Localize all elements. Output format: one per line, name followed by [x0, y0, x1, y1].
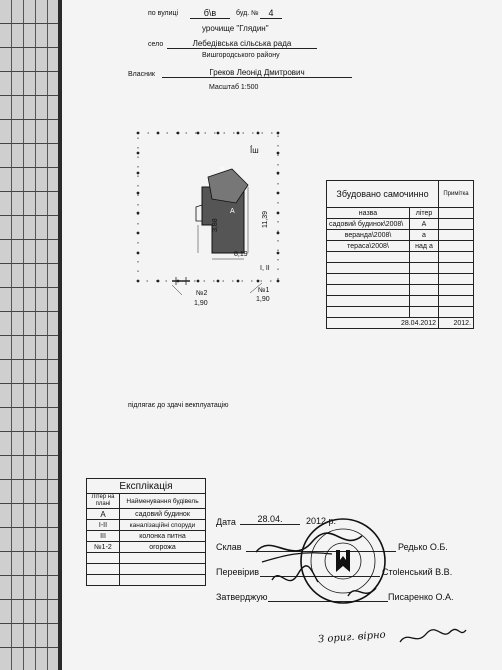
approved-label: Затверджую [216, 592, 268, 602]
explication-col-name: Найменування будівель [120, 494, 206, 509]
composed-name: Редько О.Б. [398, 542, 448, 552]
table-row: I-II каналізаційні споруди [87, 520, 206, 531]
built-col-name: назва [327, 208, 410, 219]
commission-text: підлягає до здачі векплуатацію [128, 402, 229, 409]
document-page [62, 0, 502, 670]
building-value: 4 [260, 8, 282, 19]
explication-title: Експлікація [87, 479, 206, 494]
copy-note: З ориг. вірно [317, 629, 387, 646]
built-col-letter: літер [410, 208, 439, 219]
built-table [326, 180, 474, 329]
checked-name: Стоlенський В.В. [382, 567, 453, 577]
built-footer-year: 2012. [439, 318, 474, 329]
label-sewage: I, II [260, 265, 270, 272]
table-row: садовий будинок\2008\ А [327, 219, 474, 230]
porch-shape [196, 205, 202, 221]
table-row: тераса\2008\ над а [327, 241, 474, 252]
approved-name: Писаренко О.А. [388, 592, 454, 602]
fence2-label: №2 [196, 290, 208, 297]
dim-bottom: 8,19 [234, 251, 248, 258]
dim-right: 11,39 [262, 211, 269, 228]
district: Вишгородського району [202, 52, 280, 59]
trident-icon [336, 550, 350, 572]
village-value: Лебедівська сільська рада [167, 39, 317, 49]
date-year: 2012 р. [306, 516, 337, 526]
table-row: №1-2 огорожа [87, 542, 206, 553]
explication-table [86, 478, 206, 586]
binder-spine [0, 0, 62, 670]
scale-label: Масштаб 1:500 [209, 84, 259, 91]
explication-col-letter: Літер на плані [87, 494, 120, 509]
table-row: веранда\2008\ а [327, 230, 474, 241]
table-row: А садовий будинок [87, 509, 206, 520]
owner-value: Греков Леонід Дмитрович [162, 68, 352, 78]
date-value: 28.04. [240, 514, 300, 525]
composed-label: Склав [216, 542, 242, 552]
tract: урочище "Глядин" [202, 24, 269, 33]
village-label: село [148, 41, 164, 48]
fence1-value: 1,90 [256, 296, 270, 303]
table-row: III колонка питна [87, 531, 206, 542]
checked-label: Перевірив [216, 567, 260, 577]
street-value: б\в [190, 8, 230, 19]
built-note-header: Примітка [439, 181, 474, 208]
street-label: по вулиці [148, 10, 179, 17]
label-house-A: А [230, 208, 235, 215]
dim-left: 3,88 [212, 218, 219, 232]
date-label: Дата [216, 517, 236, 527]
label-iii: Ī́ш [250, 146, 259, 155]
built-footer-date: 28.04.2012 [327, 318, 439, 329]
official-stamp [298, 516, 388, 606]
fence2-value: 1,90 [194, 300, 208, 307]
building-label: буд. № [236, 10, 259, 17]
fence1-label: №1 [258, 287, 270, 294]
owner-label: Власник [128, 71, 155, 78]
label-veranda-a: а [220, 166, 224, 173]
copy-signature [398, 626, 468, 648]
built-title: Збудовано самочинно [327, 181, 439, 208]
